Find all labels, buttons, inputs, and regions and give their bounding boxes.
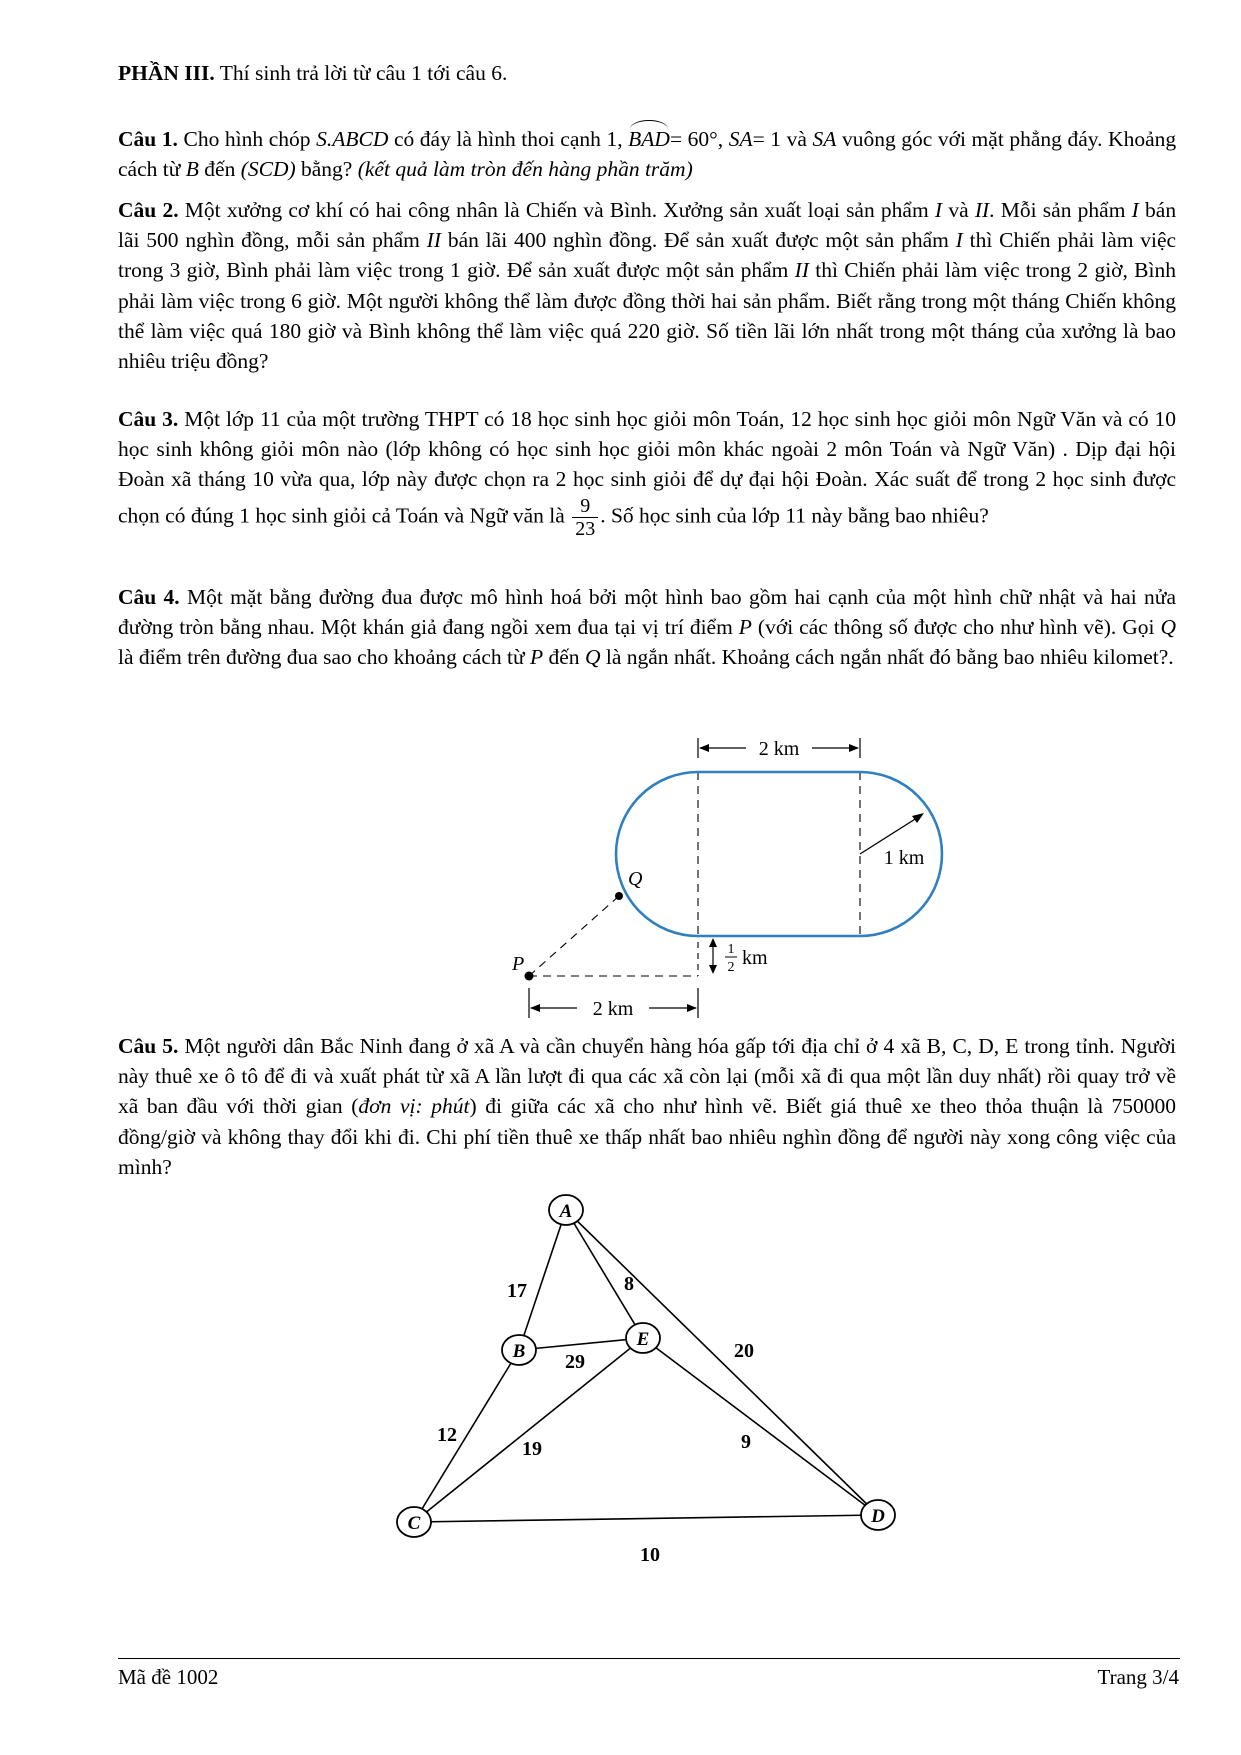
node-d-label: D xyxy=(871,1506,885,1527)
pq-dashed-line xyxy=(529,896,619,976)
question-4 xyxy=(118,582,1176,673)
q1-math-4: SA xyxy=(728,127,753,151)
question-3 xyxy=(118,404,1176,540)
q1-text-1: Cho hình chóp xyxy=(183,127,311,151)
bottom-width-label: 2 km xyxy=(592,998,634,1020)
q2-math-4: II xyxy=(426,228,441,253)
gap-unit-label: km xyxy=(742,947,768,969)
top-width-label: 2 km xyxy=(758,738,800,760)
bottom-dim-arrow-left xyxy=(530,1004,540,1012)
page-number: Trang 3/4 xyxy=(1097,1665,1179,1689)
q5-text-2: ) đi giữa các xã cho như hình vẽ. Biết giá thuê xe theo thỏa thuận là 750000 đồng/giờ và không thay đổi khi đi. Chi phí tiền thuê xe thấp nhất bao nhiêu nghìn đồng để người này xong công việc của mình? xyxy=(118,1094,1176,1179)
node-e-label: E xyxy=(636,1329,650,1350)
question-2 xyxy=(118,195,1176,376)
q4-text-5: là ngắn nhất. Khoảng cách ngắn nhất đó bằng bao nhiêu kilomet?. xyxy=(605,645,1174,670)
bottom-dim-arrow-right xyxy=(687,1004,697,1012)
q2-text-5: bán lãi 400 nghìn đồng. Để sản xuất được một sản phẩm xyxy=(447,228,949,253)
q4-math-2: Q xyxy=(1160,615,1177,640)
q2-text-1: Một xưởng cơ khí có hai công nhân là Chiến và Bình. Xưởng sản xuất loại sản phẩm xyxy=(184,198,929,222)
q2-math-6: II xyxy=(794,258,809,283)
q1-angle-value: = 60° xyxy=(669,127,718,151)
node-b-label: B xyxy=(512,1341,526,1362)
q1-text-7: bằng? xyxy=(301,157,353,182)
q4-text-3: là điểm trên đường đua sao cho khoảng cách từ xyxy=(118,645,525,670)
question-5 xyxy=(118,1031,1176,1182)
question-5-label: Câu 5. xyxy=(118,1034,179,1058)
q2-text-6: thì Chiến phải làm việc trong 3 giờ, Bình phải làm việc trong 1 giờ. Để sản xuất được một sản phẩm xyxy=(118,228,1177,283)
q1-text-2: có đáy là hình thoi cạnh 1, xyxy=(393,127,623,151)
q3-text-1: Một lớp 11 của một trường THPT có 18 học sinh học giỏi môn Toán, 12 học sinh học giỏi môn Ngữ Văn và có 10 học sinh không giỏi môn nào (lớp không có học sinh học giỏi môn khác ngoài 2 môn Toán và Ngữ Văn) . Dịp đại hội Đoàn xã tháng 10 vừa qua, lớp này được chọn ra 2 học sinh giỏi để dự đại hội Đoàn. Xác suất để trong 2 học sinh được chọn có đúng 1 học sinh giỏi cả Toán và Ngữ văn là xyxy=(118,407,1177,528)
question-3-label: Câu 3. xyxy=(118,407,179,431)
part-label: PHẦN III. xyxy=(118,61,215,85)
radius-arrow xyxy=(912,813,924,823)
q4-math-3: P xyxy=(530,645,544,670)
part-text: Thí sinh trả lời từ câu 1 tới câu 6. xyxy=(219,61,508,85)
q2-text-7: thì Chiến phải làm việc trong 2 giờ, Bình phải làm việc trong 6 giờ. Một người không thể làm được đồng thời hai sản phẩm. Biết rằng trong một tháng Chiến không thể làm việc quá 180 giờ và Bình không thể làm việc quá 220 giờ. Số tiền lãi lớn nhất trong một tháng của xưởng là bao nhiêu triệu đồng? xyxy=(118,258,1177,374)
q3-fraction xyxy=(572,495,598,540)
gap-fraction-den: 2 xyxy=(727,960,735,975)
q1-math-8: (SCD) xyxy=(240,157,296,182)
question-1 xyxy=(118,124,1176,184)
q2-math-2: II xyxy=(974,198,990,222)
edge-cd-weight: 10 xyxy=(640,1544,660,1566)
q1-text-4: và xyxy=(786,127,807,151)
point-q-label: Q xyxy=(628,868,643,890)
q1-math-5: = 1 xyxy=(752,127,782,151)
edge-bc xyxy=(414,1350,519,1522)
q1-math-1: S.ABCD xyxy=(316,127,389,151)
q5-text-1: Một người dân Bắc Ninh đang ở xã A và cần chuyển hàng hóa gấp tới địa chỉ ở 4 xã B, C, D, E trong tỉnh. Người này thuê xe ô tô để đi và xuất phát từ xã A lần lượt đi qua các xã còn lại (mỗi xã đi qua một lần duy nhất) rồi quay trở về xã ban đầu với thời gian ( xyxy=(118,1034,1177,1119)
q2-math-3: I xyxy=(1131,198,1139,222)
edge-ce-weight: 19 xyxy=(522,1438,542,1460)
q4-math-4: Q xyxy=(584,645,601,670)
node-c-label: C xyxy=(407,1513,421,1534)
edge-bc-weight: 12 xyxy=(437,1424,457,1446)
gap-fraction-num: 1 xyxy=(727,942,735,957)
q5-unit: đơn vị: phút xyxy=(358,1094,470,1119)
race-track-figure xyxy=(500,720,980,1030)
part-header xyxy=(118,58,1176,88)
q1-text-6: đến xyxy=(204,157,236,182)
q2-text-3: . Mỗi sản phẩm xyxy=(989,198,1126,222)
q1-math-6: SA xyxy=(812,127,837,151)
edge-ab-weight: 17 xyxy=(507,1280,527,1302)
q4-text-2: (với các thông số được cho như hình vẽ). Gọi xyxy=(757,615,1155,640)
q3-fraction-num: 9 xyxy=(572,495,598,518)
q1-text-3: , xyxy=(717,127,724,151)
edge-ad-weight: 20 xyxy=(734,1340,754,1362)
q2-math-1: I xyxy=(934,198,943,222)
question-1-label: Câu 1. xyxy=(118,127,178,151)
q4-math-1: P xyxy=(738,615,752,640)
exam-code: Mã đề 1002 xyxy=(118,1665,219,1689)
edge-be-weight: 29 xyxy=(565,1351,585,1373)
village-graph-figure xyxy=(380,1190,920,1570)
question-2-label: Câu 2. xyxy=(118,198,179,222)
q2-text-4: bán lãi 500 nghìn đồng, mỗi sản phẩm xyxy=(118,198,1177,253)
point-p-label: P xyxy=(512,953,525,975)
gap-arrow-down xyxy=(709,965,717,974)
edge-be xyxy=(519,1338,643,1350)
edge-ed-weight: 9 xyxy=(741,1431,751,1453)
q3-fraction-den: 23 xyxy=(575,517,596,540)
q1-angle: BAD xyxy=(628,124,670,154)
node-a-label: A xyxy=(559,1201,573,1222)
top-dim-arrow-left xyxy=(699,744,709,752)
footer-divider xyxy=(118,1658,1180,1659)
edge-cd xyxy=(414,1515,878,1522)
q3-text-2: . Số học sinh của lớp 11 này bằng bao nhiêu? xyxy=(600,503,989,528)
edge-ed xyxy=(643,1338,878,1515)
q2-math-5: I xyxy=(955,228,963,253)
q1-note: (kết quả làm tròn đến hàng phần trăm) xyxy=(357,157,693,182)
q4-text-1: Một mặt bằng đường đua được mô hình hoá bởi một hình bao gồm hai cạnh của một hình chữ nhật và hai nửa đường tròn bằng nhau. Một khán giả đang ngồi xem đua tại vị trí điểm xyxy=(118,585,1177,640)
question-4-label: Câu 4. xyxy=(118,585,180,609)
gap-arrow-up xyxy=(709,938,717,947)
q2-text-2: và xyxy=(948,198,969,222)
radius-label: 1 km xyxy=(883,847,925,869)
q4-text-4: đến xyxy=(548,645,580,670)
top-dim-arrow-right xyxy=(849,744,859,752)
q1-text-5: vuông góc với mặt phẳng đáy. Khoảng cách từ xyxy=(118,127,1177,182)
q1-math-7: B xyxy=(185,157,199,182)
edge-ae-weight: 8 xyxy=(624,1273,634,1295)
